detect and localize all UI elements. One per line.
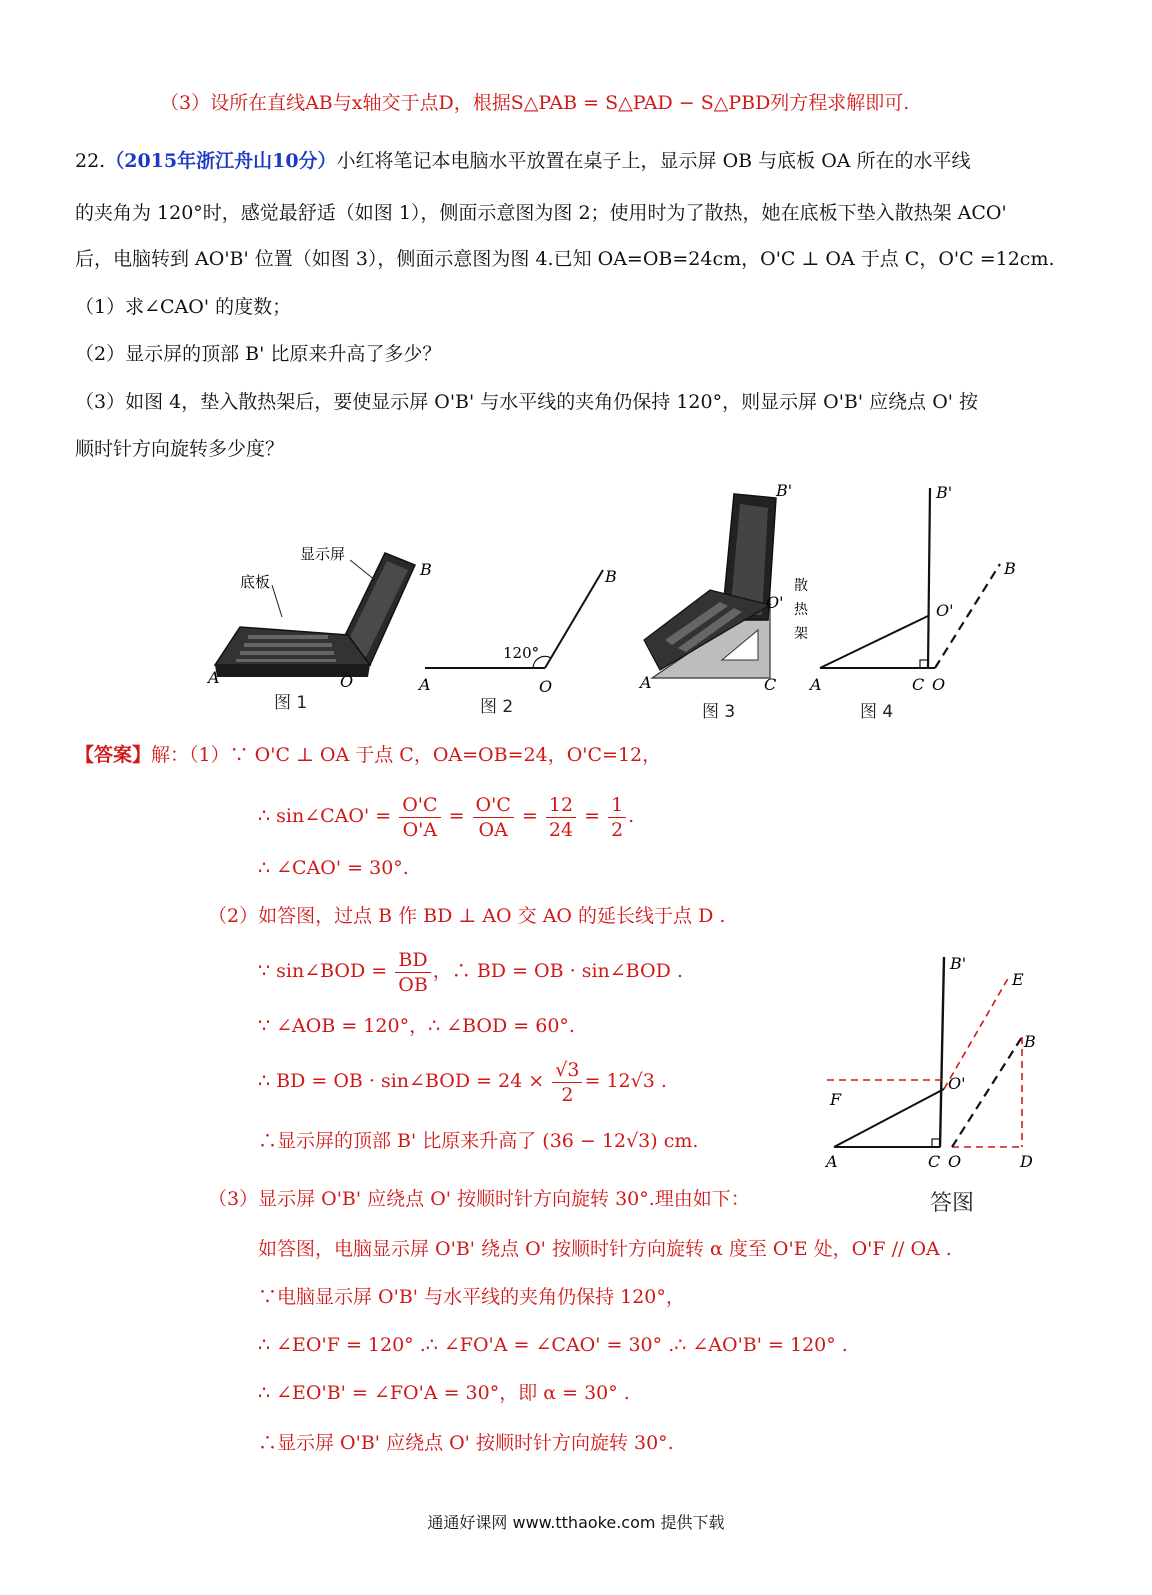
fraction-bd-ob-num: BD (395, 948, 431, 973)
problem-line3: 后，电脑转到 AO'B' 位置（如图 3），侧面示意图为图 4.已知 OA=OB=24cm，O'C ⊥ OA 于点 C，O'C =12cm. (75, 248, 1055, 270)
fig4-point-o: O (932, 675, 946, 694)
answer-figure-diagram (822, 945, 1052, 1180)
ansfig-point-op: O' (948, 1074, 966, 1093)
answer-s1-result: ∴ ∠CAO' = 30°. (258, 857, 409, 879)
fraction-sqrt3-num: √3 (552, 1058, 582, 1083)
fraction-sqrt3-2 (552, 1058, 582, 1107)
answer-s2-sin-pre: ∵ sin∠BOD = (258, 960, 388, 982)
answer-intro (75, 742, 661, 768)
fig4-point-a: A (810, 675, 822, 694)
fig1-point-b: B (420, 560, 432, 579)
fig3-label-rack-1: 散 (794, 578, 808, 594)
fig3-point-c: C (764, 675, 777, 694)
fraction-4-num: 1 (608, 793, 626, 818)
question-3-line1: （3）如图 4，垫入散热架后，要使显示屏 O'B' 与水平线的夹角仍保持 120°，则显示屏 O'B' 应绕点 O' 按 (75, 391, 979, 413)
ansfig-point-bp: B' (950, 954, 967, 973)
page-footer: 通通好课网 www.tthaoke.com 提供下载 (427, 1513, 725, 1532)
fig1-point-o: O (340, 672, 354, 691)
answer-tag: 【答案】 (75, 744, 152, 766)
ansfig-point-b: B (1024, 1032, 1036, 1051)
ansfig-point-e: E (1012, 970, 1024, 989)
figure-3-laptop-rack (630, 480, 820, 695)
answer-s1-sin: ∴ sin∠CAO' = $\frac{O'C}{O'A}$ = $\frac{O'C}{OA}$ = $\frac{12}{24}$ = $\frac{1}{2}$ . (258, 793, 635, 841)
answer-s2-sin (258, 945, 683, 997)
figure-2-diagram (415, 560, 630, 695)
fraction-bd-ob (395, 948, 431, 997)
fig1-point-a: A (208, 668, 220, 687)
fig1-caption: 图 1 (274, 693, 308, 713)
fig4-point-op: O' (936, 601, 954, 620)
answer-s3-line1: 如答图，电脑显示屏 O'B' 绕点 O' 按顺时针方向旋转 α 度至 O'E 处，O'F // OA . (258, 1238, 952, 1260)
fig3-caption: 图 3 (702, 702, 736, 722)
answer-s3-line3: ∴ ∠EO'F = 120° .∴ ∠FO'A = ∠CAO' = 30° .∴ ∠AO'B' = 120° . (258, 1334, 848, 1356)
problem-number: 22. (75, 150, 106, 172)
problem-line2: 的夹角为 120°时，感觉最舒适（如图 1），侧面示意图为图 2；使用时为了散热，她在底板下垫入散热架 ACO' (75, 202, 1007, 224)
fig4-point-b: B (1004, 559, 1016, 578)
fig3-label-rack-3: 架 (794, 626, 808, 642)
fig1-label-base: 底板 (240, 573, 271, 591)
ansfig-point-d: D (1020, 1152, 1033, 1171)
fig2-point-a: A (419, 675, 431, 694)
fraction-bd-ob-den: OB (398, 973, 428, 996)
figure-4-diagram (800, 478, 1040, 698)
answer-s2-bd-post: = 12√3 . (584, 1070, 667, 1092)
answer-s2-angle: ∵ ∠AOB = 120°，∴ ∠BOD = 60°. (258, 1015, 575, 1037)
fraction-1-num: O'C (399, 793, 440, 818)
answer-s2-intro: （2）如答图，过点 B 作 BD ⊥ AO 交 AO 的延长线于点 D . (208, 905, 726, 927)
ansfig-point-a: A (826, 1152, 838, 1171)
fraction-2-num: O'C (473, 793, 514, 818)
fraction-4 (608, 793, 626, 842)
fig3-point-op: O' (766, 593, 784, 612)
answer-s3-line2: ∵电脑显示屏 O'B' 与水平线的夹角仍保持 120°， (258, 1286, 685, 1308)
answer-s2-bd-pre: ∴ BD = OB · sin∠BOD = 24 × (258, 1070, 545, 1092)
fig2-point-b: B (605, 567, 617, 586)
answer-s1-intro: 解：（1）∵ O'C ⊥ OA 于点 C，OA=OB=24，O'C=12， (151, 744, 662, 766)
fig3-point-bp: B' (776, 481, 793, 500)
answer-s2-bd (258, 1055, 667, 1107)
fig4-point-c: C (912, 675, 925, 694)
fig4-point-bp: B' (936, 483, 953, 502)
problem-source: （2015年浙江舟山10分） (105, 150, 337, 172)
fig3-point-a: A (640, 673, 652, 692)
question-3-line2: 顺时针方向旋转多少度？ (75, 438, 285, 460)
fraction-3 (546, 793, 576, 842)
problem-line1 (75, 148, 971, 174)
answer-s3-line4: ∴ ∠EO'B' = ∠FO'A = 30°，即 α = 30° . (258, 1382, 630, 1404)
fig4-caption: 图 4 (860, 702, 894, 722)
answer-s3-line5: ∴显示屏 O'B' 应绕点 O' 按顺时针方向旋转 30°. (258, 1432, 674, 1454)
question-2: （2）显示屏的顶部 B' 比原来升高了多少？ (75, 343, 442, 365)
answer-s2-result: ∴显示屏的顶部 B' 比原来升高了 (36 − 12√3) cm. (258, 1130, 699, 1152)
fraction-2 (473, 793, 514, 842)
answer-s3-intro: （3）显示屏 O'B' 应绕点 O' 按顺时针方向旋转 30°.理由如下： (208, 1188, 750, 1210)
fraction-3-den: 24 (548, 818, 574, 841)
prev-part3: （3）设所在直线AB与x轴交于点D，根据S△PAB = S△PAD − S△PBD列方程求解即可. (160, 92, 910, 114)
figure-1-laptop (200, 535, 450, 725)
fraction-3-num: 12 (546, 793, 576, 818)
fig2-angle-label: 120° (503, 644, 540, 662)
fraction-2-den: OA (478, 818, 508, 841)
problem-text-1: 小红将笔记本电脑水平放置在桌子上，显示屏 OB 与底板 OA 所在的水平线 (336, 150, 971, 172)
ansfig-point-o: O (948, 1152, 962, 1171)
fig3-label-rack-2: 热 (794, 602, 808, 618)
fig2-point-o: O (539, 677, 553, 695)
fraction-4-den: 2 (611, 818, 624, 841)
fraction-1-den: O'A (402, 818, 438, 841)
ansfig-point-c: C (928, 1152, 941, 1171)
answer-s1-sin-pre: ∴ sin∠CAO' = (258, 805, 392, 827)
ansfig-point-f: F (830, 1090, 842, 1109)
answer-figure-caption: 答图 (930, 1191, 975, 1216)
fraction-sqrt3-den: 2 (561, 1083, 574, 1106)
question-1: （1）求∠CAO' 的度数； (75, 296, 292, 318)
answer-s2-sin-post: ，∴ BD = OB · sin∠BOD . (432, 960, 683, 982)
fig1-label-screen: 显示屏 (300, 545, 346, 563)
fraction-1 (399, 793, 440, 842)
fig2-caption: 图 2 (480, 697, 514, 717)
